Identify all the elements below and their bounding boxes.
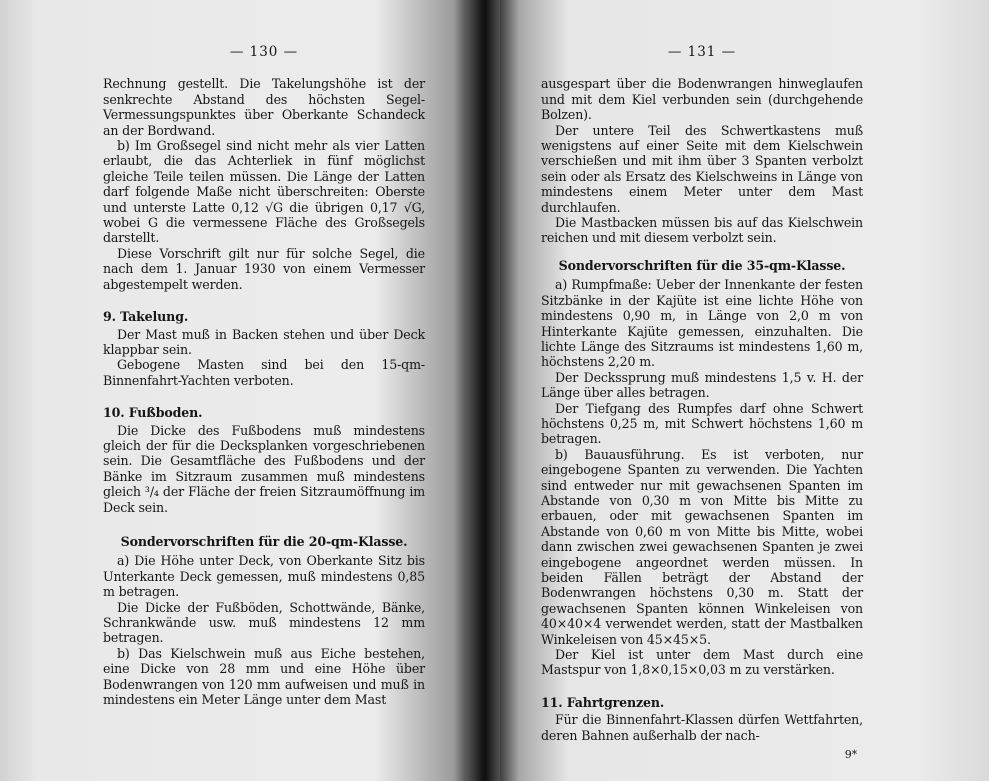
paragraph: Der Tiefgang des Rumpfes darf ohne Schwert höchstens 0,25 m, mit Schwert höchstens 1,60 m betragen. bbox=[541, 400, 863, 447]
paragraph: b) Bauausführung. Es ist verboten, nur eingebogene Spanten zu verwenden. Die Yachten sind entweder nur mit gewachsenen Spanten im Abstande von 0,30 m von Mitte bis Mitte zu erbauen, oder mit gewachsenen Spanten im Abstande von 0,60 m von Mitte bis Mitte, wobei dann zwischen zwei gewachsenen Spanten je zwei eingebogene angeordnet werden müssen. In beiden Fällen beträgt der Abstand der Bodenwrangen höchstens 0,30 m. Statt der gewachsenen Spanten können Winkeleisen von 40×40×4 verwendet werden, statt der Mastbalken Winkeleisen von 45×45×5. bbox=[541, 446, 863, 647]
section-heading-fussboden: 10. Fußboden. bbox=[103, 405, 203, 421]
page-number: — 130 — bbox=[229, 44, 299, 60]
paragraph: Der Deckssprung muß mindestens 1,5 v. H. der Länge über alles betragen. bbox=[541, 369, 863, 401]
paragraph: Rechnung gestellt. Die Takelungshöhe ist der senkrechte Abstand des höchsten Segel-Vermessungspunktes über Oberkante Schandeck an der Bordwand. bbox=[103, 76, 425, 138]
paragraph: a) Rumpfmaße: Ueber der Innenkante der festen Sitzbänke in der Kajüte ist eine lichte Höhe von mindestens 0,90 m, in Länge von 2,0 m von Hinterkante Kajüte gemessen, einzuhalten. Die lichte Länge des Sitzraums ist mindestens 1,60 m, höchstens 2,20 m. bbox=[541, 277, 863, 370]
right-page-text bbox=[541, 45, 863, 762]
paragraph: Die Dicke der Fußböden, Schottwände, Bänke, Schrankwände usw. muß mindestens 12 mm betragen. bbox=[103, 599, 425, 646]
subsection-heading-35qm: Sondervorschriften für die 35-qm-Klasse. bbox=[558, 257, 846, 273]
left-page bbox=[0, 0, 468, 781]
paragraph: Diese Vorschrift gilt nur für solche Segel, die nach dem 1. Januar 1930 von einem Vermesser abgestempelt werden. bbox=[103, 245, 425, 292]
section-heading-takelung: 9. Takelung. bbox=[103, 309, 189, 325]
left-page-text bbox=[103, 45, 425, 707]
book-gutter bbox=[466, 0, 502, 781]
subsection-heading-20qm: Sondervorschriften für die 20-qm-Klasse. bbox=[120, 533, 408, 549]
section-heading-fahrtgrenzen: 11. Fahrtgrenzen. bbox=[541, 694, 665, 710]
paragraph: a) Die Höhe unter Deck, von Oberkante Sitz bis Unterkante Deck gemessen, muß mindestens 0,85 m betragen. bbox=[103, 553, 425, 600]
paragraph: ausgespart über die Bodenwrangen hinweglaufen und mit dem Kiel verbunden sein (durchgehende Bolzen). bbox=[541, 76, 863, 123]
paragraph: Der untere Teil des Schwertkastens muß wenigstens auf einer Seite mit dem Kielschwein verschießen und mit ihm über 3 Spanten verbolzt sein oder als Ersatz des Kielschweins in Länge von mindestens einem Meter unter dem Mast durchlaufen. bbox=[541, 122, 863, 215]
paragraph: Die Mastbacken müssen bis auf das Kielschwein reichen und mit diesem verbolzt sein. bbox=[541, 215, 863, 246]
page-number: — 131 — bbox=[667, 44, 737, 60]
signature-mark: 9* bbox=[844, 748, 857, 762]
paragraph: Die Dicke des Fußbodens muß mindestens gleich der für die Decksplanken vorgeschriebenen sein. Die Gesamtfläche des Fußbodens und der Bänke im Sitzraum zusammen muß mindestens gleich ³/₄ der Fläche der freien Sitzraumöffnung im Deck sein. bbox=[103, 422, 425, 515]
paragraph: Der Mast muß in Backen stehen und über Deck klappbar sein. bbox=[103, 326, 425, 357]
paragraph: Für die Binnenfahrt-Klassen dürfen Wettfahrten, deren Bahnen außerhalb der nach- bbox=[541, 712, 863, 743]
paragraph: b) Im Großsegel sind nicht mehr als vier Latten erlaubt, die das Achterliek in fünf möglichst gleiche Teile teilen müssen. Die Länge der Latten darf folgende Maße nicht überschreiten: Oberste und unterste Latte 0,12 √G die übrigen 0,17 √G, wobei G die vermessene Fläche des Großsegels darstellt. bbox=[103, 138, 425, 246]
right-page bbox=[500, 0, 989, 781]
paragraph: Der Kiel ist unter dem Mast durch eine Mastspur von 1,8×0,15×0,03 m zu verstärken. bbox=[541, 647, 863, 678]
paragraph: b) Das Kielschwein muß aus Eiche bestehen, eine Dicke von 28 mm und eine Höhe über Bodenwrangen von 120 mm aufweisen und muß in mindestens ein Meter Länge unter dem Mast bbox=[103, 645, 425, 708]
paragraph: Gebogene Masten sind bei den 15-qm-Binnenfahrt-Yachten verboten. bbox=[103, 357, 425, 388]
